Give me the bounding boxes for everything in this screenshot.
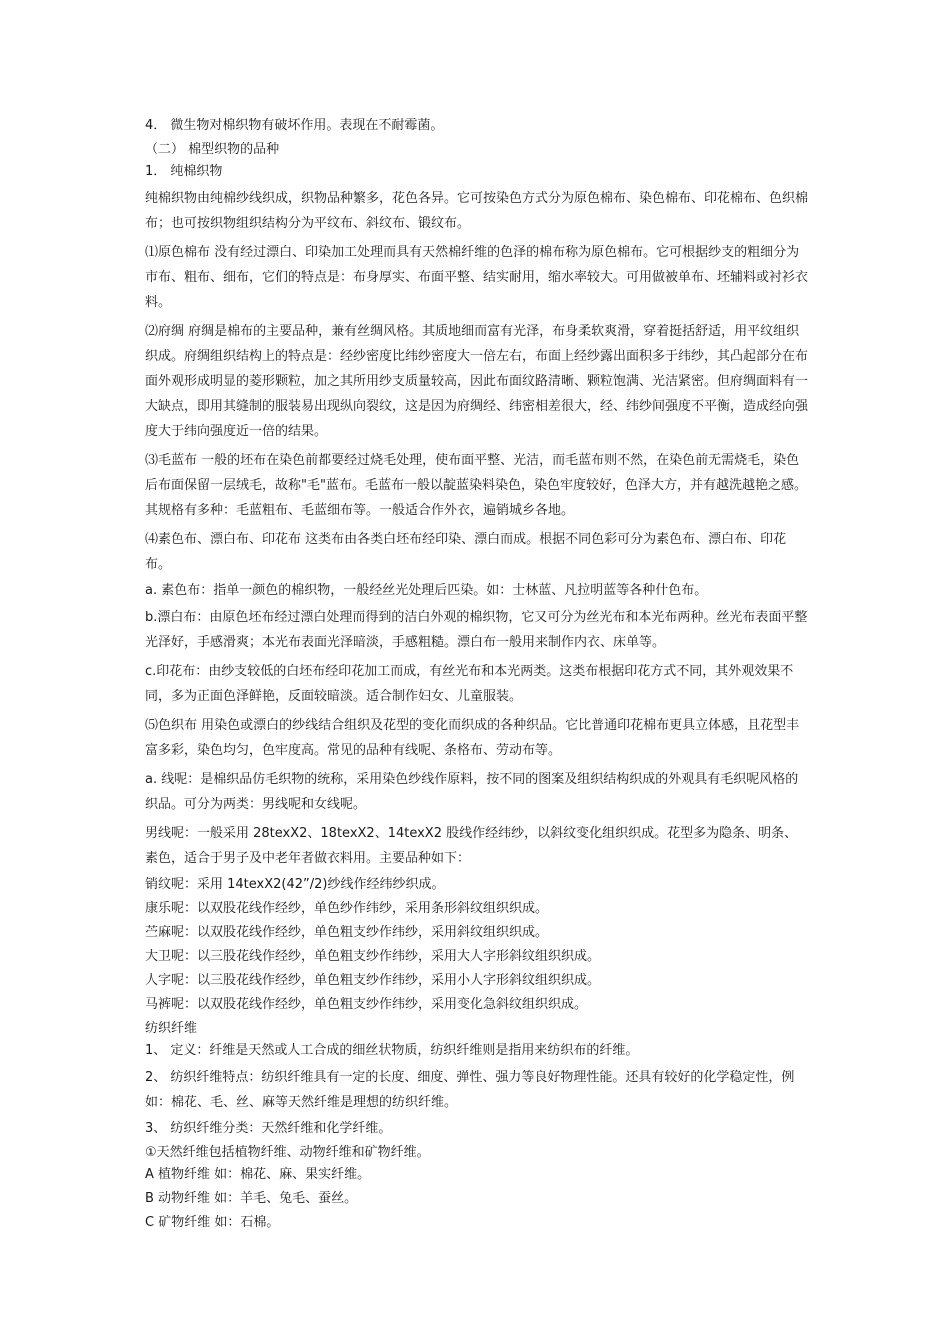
document-body — [145, 116, 810, 1237]
list-item-animal-fiber: B 动物纤维 如：羊毛、兔毛、蚕丝。 — [145, 1191, 358, 1206]
paragraph-natural-fiber: ①天然纤维包括植物纤维、动物纤维和矿物纤维。 — [145, 1145, 430, 1160]
paragraph-mens-thread-fabric: 男线呢：一般采用 28texX2、18texX2、14texX2 股线作经纬纱，以斜纹变化组织织成。花型多为隐条、明条、素色，适合于男子及中老年者做衣料用。主要品种如下： — [145, 826, 798, 866]
paragraph-blue-cloth: ⑶毛蓝布 一般的坯布在染色前都要经过烧毛处理，使布面平整、光洁，而毛蓝布则不然，在染色前无需烧毛，染色后布面保留一层绒毛，故称"毛"蓝布。毛蓝布一般以靛蓝染料染色，染色牢度较好，色泽大方，并有越洗越艳之感。其规格有多种：毛蓝粗布、毛蓝细布等。一般适合作外衣，遍销城乡各地。 — [145, 453, 807, 518]
paragraph-grey-cloth: ⑴原色棉布 没有经过漂白、印染加工处理而具有天然棉纤维的色泽的棉布称为原色棉布。它可根据纱支的粗细分为市布、粗布、细布，它们的特点是：布身厚实、布面平整、结实耐用，缩水率较大。可用做被单布、坯辅料或衬衫衣料。 — [145, 245, 809, 310]
list-item-xiaowen: 销纹呢：采用 14texX2(42”/2)纱线作经纬纱织成。 — [145, 877, 445, 892]
list-item-kangle: 康乐呢：以双股花线作经纱，单色纱作纬纱，采用条形斜纹组织织成。 — [145, 901, 549, 916]
paragraph-yarn-dyed: ⑸色织布 用染色或漂白的纱线结合组织及花型的变化而织成的各种织品。它比普通印花棉布更具立体感，且花型丰富多彩，染色均匀，色牢度高。常见的品种有线呢、条格布、劳动布等。 — [145, 718, 800, 758]
paragraph-fiber-definition: 1、 定义：纤维是天然或人工合成的细丝状物质，纺织纤维则是指用来纺织布的纤维。 — [145, 1043, 639, 1058]
list-item-plant-fiber: A 植物纤维 如：棉花、麻、果实纤维。 — [145, 1167, 371, 1182]
paragraph-poplin: ⑵府绸 府绸是棉布的主要品种，兼有丝绸风格。其质地细而富有光泽，布身柔软爽滑，穿着挺括舒适，用平纹组织织成。府绸组织结构上的特点是：经纱密度比纬纱密度大一倍左右，布面上经纱露出面积多于纬纱，其凸起部分在布面外观形成明显的菱形颗粒，加之其所用纱支质量较高，因此布面纹路清晰、颗粒饱满、光洁紧密。但府绸面料有一大缺点，即用其缝制的服装易出现纵向裂纹，这是因为府绸经、纬密相差很大，经、纬纱间强度不平衡，造成经向强度大于纬向强度近一倍的结果。 — [145, 324, 809, 439]
paragraph-bleached: b.漂白布：由原色坯布经过漂白处理而得到的洁白外观的棉织物，它又可分为丝光布和本光布两种。丝光布表面平整光泽好，手感滑爽；本光布表面光泽暗淡，手感粗糙。漂白布一般用来制作内衣、床单等。 — [145, 610, 808, 650]
list-item-renzi: 人字呢：以三股花线作经纱，单色粗支纱作纬纱，采用小人字形斜纹组织织成。 — [145, 973, 601, 988]
list-item-zhuma: 苎麻呢：以双股花线作经纱，单色粗支纱作纬纱，采用斜纹组织织成。 — [145, 925, 549, 940]
subheading-pure-cotton: 1． 纯棉织物 — [145, 164, 223, 179]
paragraph-fiber-classification: 3、 纺织纤维分类：天然纤维和化学纤维。 — [145, 1121, 392, 1136]
section-heading-cotton-varieties: （二） 棉型织物的品种 — [145, 142, 280, 157]
paragraph-printed: c.印花布：由纱支较低的白坯布经印花加工而成，有丝光布和本光两类。这类布根据印花方式不同，其外观效果不同，多为正面色泽鲜艳，反面较暗淡。适合制作妇女、儿童服装。 — [145, 664, 794, 704]
paragraph-microbe-damage: 4． 微生物对棉织物有破坏作用。表现在不耐霉菌。 — [145, 118, 444, 133]
section-heading-textile-fiber: 纺织纤维 — [145, 1021, 198, 1036]
paragraph-dyed-bleached-printed: ⑷素色布、漂白布、印花布 这类布由各类白坯布经印染、漂白而成。根据不同色彩可分为素色布、漂白布、印花布。 — [145, 532, 787, 572]
list-item-dawei: 大卫呢：以三股花线作经纱，单色粗支纱作纬纱，采用大人字形斜纹组织织成。 — [145, 949, 601, 964]
paragraph-pure-cotton-intro: 纯棉织物由纯棉纱线织成，织物品种繁多，花色各异。它可按染色方式分为原色棉布、染色棉布、印花棉布、色织棉布；也可按织物组织结构分为平纹布、斜纹布、锻纹布。 — [145, 191, 809, 231]
paragraph-thread-fabric: a. 线呢：是棉织品仿毛织物的统称，采用染色纱线作原料，按不同的图案及组织结构织成的外观具有毛织呢风格的织品。可分为两类：男线呢和女线呢。 — [145, 772, 799, 812]
paragraph-plain-dyed: a. 素色布：指单一颜色的棉织物，一般经丝光处理后匹染。如：士林蓝、凡拉明蓝等各种什色布。 — [145, 583, 708, 598]
paragraph-fiber-features: 2、 纺织纤维特点：纺织纤维具有一定的长度、细度、弹性、强力等良好物理性能。还具有较好的化学稳定性，例如：棉花、毛、丝、麻等天然纤维是理想的纺织纤维。 — [145, 1070, 795, 1110]
list-item-maku: 马裤呢：以双股花线作经纱，单色粗支纱作纬纱，采用变化急斜纹组织织成。 — [145, 997, 588, 1012]
list-item-mineral-fiber: C 矿物纤维 如：石棉。 — [145, 1215, 280, 1230]
